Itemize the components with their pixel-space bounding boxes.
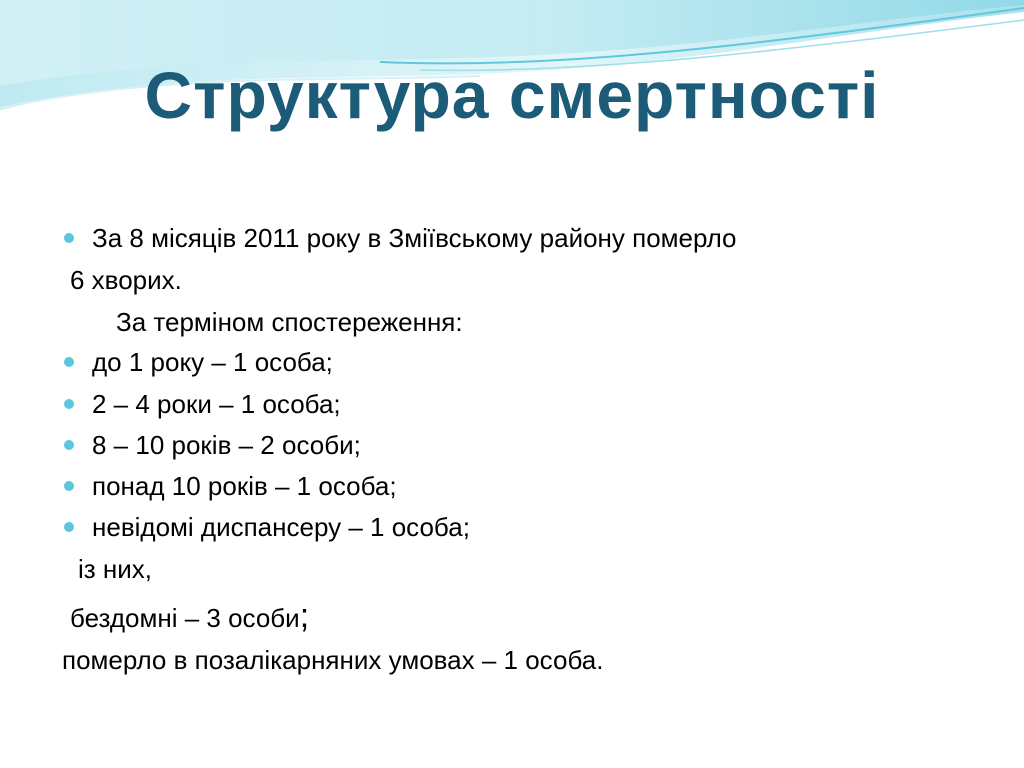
intro-line-2: 6 хворих. <box>70 265 182 295</box>
bullet-icon <box>64 481 74 491</box>
homeless-text: бездомні – 3 особи <box>70 603 300 633</box>
homeless-line <box>70 597 310 635</box>
died-outside-hospital-line: померло в позалікарняних умовах – 1 особа. <box>62 645 604 675</box>
bullet-icon <box>64 522 74 532</box>
subheading: За терміном спостереження: <box>116 307 463 337</box>
bullet-item: невідомі диспансеру – 1 особа; <box>92 512 470 542</box>
bullet-item: понад 10 років – 1 особа; <box>92 471 397 501</box>
bullet-item: 2 – 4 роки – 1 особа; <box>92 389 341 419</box>
bullet-icon <box>64 357 74 367</box>
bullet-item: до 1 року – 1 особа; <box>92 347 333 377</box>
bullet-icon <box>64 233 74 243</box>
bullet-icon <box>64 399 74 409</box>
intro-line-1: За 8 місяців 2011 року в Зміївському району померло <box>92 223 737 253</box>
bullet-item: 8 – 10 років – 2 особи; <box>92 430 361 460</box>
slide-title: Структура смертності <box>144 58 880 132</box>
bullet-icon <box>64 440 74 450</box>
of-them-line: із них, <box>78 554 153 584</box>
homeless-punctuation: ; <box>299 597 310 635</box>
